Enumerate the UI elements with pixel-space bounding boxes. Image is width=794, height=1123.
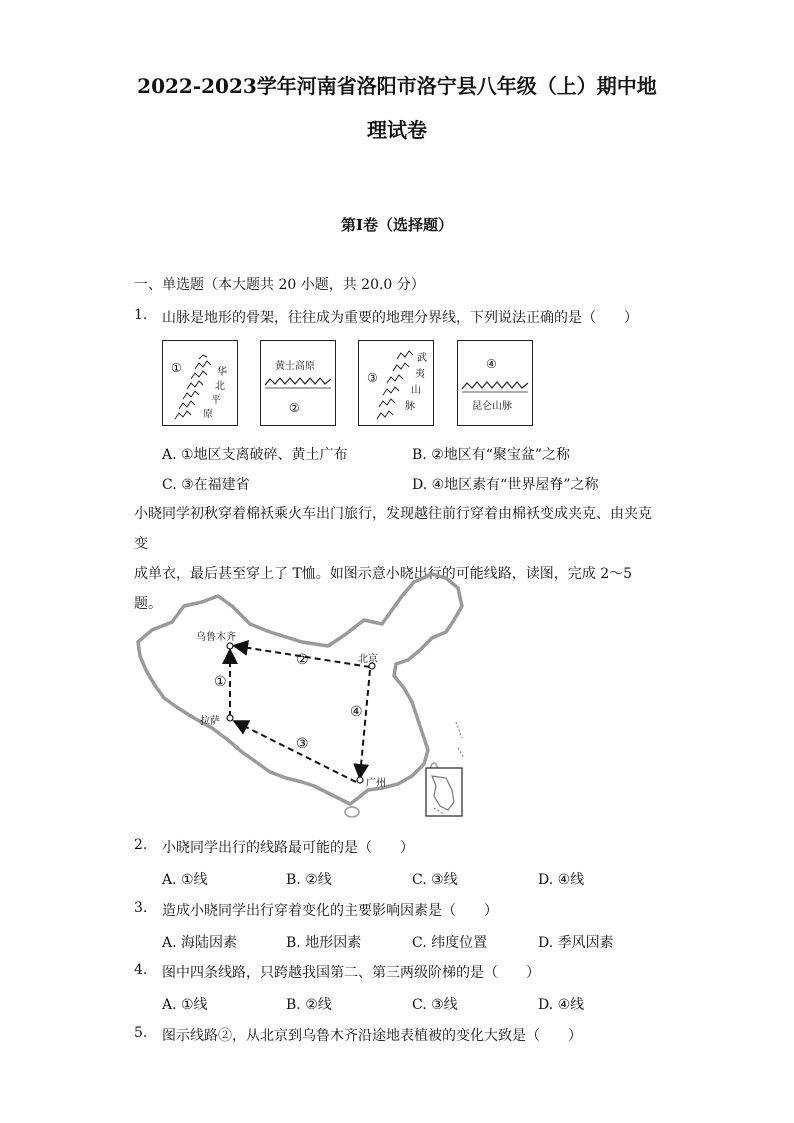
passage-line-1: 小晓同学初秋穿着棉袄乘火车出门旅行，发现越往前行穿着由棉袄变成夹克、由夹克变 <box>134 506 652 552</box>
box4-label: 昆仑山脉 <box>472 401 512 412</box>
q4-option-b[interactable]: B. ②线 <box>286 997 332 1013</box>
exam-title-line1: 2022-2023学年河南省洛阳市洛宁县八年级（上）期中地 <box>137 74 657 98</box>
box3-char-1: 武 <box>417 353 427 364</box>
box2-mark: ② <box>289 401 300 415</box>
box3-mark: ③ <box>367 371 378 385</box>
q2-option-c[interactable]: C. ③线 <box>412 872 458 888</box>
q3-option-c[interactable]: C. 纬度位置 <box>412 935 488 951</box>
question-4-text: 图中四条线路，只跨越我国第二、第三两级阶梯的是（ ） <box>162 965 540 981</box>
box1-char-3: 平 <box>211 395 221 406</box>
mountain-range-icon <box>458 341 532 425</box>
box4-mark: ④ <box>486 357 497 371</box>
q3-option-a[interactable]: A. 海陆因素 <box>162 935 238 951</box>
section-heading: 一、单选题（本大题共 20 小题，共 20.0 分） <box>134 277 425 293</box>
exam-title-line2: 理试卷 <box>367 118 427 142</box>
city-label-guangzhou: 广州 <box>366 778 386 789</box>
city-label-beijing: 北京 <box>358 654 378 665</box>
q1-option-d[interactable]: D. ④地区素有“世界屋脊”之称 <box>412 477 599 493</box>
question-2-number: 2. <box>134 837 148 853</box>
part-heading: 第Ⅰ卷（选择题） <box>340 216 454 234</box>
route-label-1: ① <box>214 674 227 690</box>
mountain-ridge-icon <box>163 341 237 425</box>
q1-option-a[interactable]: A. ①地区支离破碎、黄土广布 <box>162 447 348 463</box>
q4-option-a[interactable]: A. ①线 <box>162 997 208 1013</box>
box3-char-2: 夷 <box>415 369 425 380</box>
q1-option-b[interactable]: B. ②地区有“聚宝盆”之称 <box>412 447 571 463</box>
city-label-lhasa: 拉萨 <box>200 716 220 727</box>
question-3-text: 造成小晓同学出行穿着变化的主要影响因素是（ ） <box>162 903 498 919</box>
box3-char-3: 山 <box>411 385 421 396</box>
box2-label: 黄土高原 <box>275 361 315 372</box>
q2-option-a[interactable]: A. ①线 <box>162 872 208 888</box>
figure-box-3 <box>358 340 434 426</box>
box1-char-2: 北 <box>215 381 225 392</box>
question-5-number: 5. <box>134 1025 148 1041</box>
box1-char-4: 原 <box>203 409 213 420</box>
question-2-text: 小晓同学出行的线路最可能的是（ ） <box>162 840 414 856</box>
question-4-number: 4. <box>134 962 148 978</box>
route-label-3: ③ <box>296 736 309 752</box>
box1-char-1: 华 <box>217 367 227 378</box>
q1-option-c[interactable]: C. ③在福建省 <box>162 477 250 493</box>
china-route-map <box>132 572 472 820</box>
box1-mark: ① <box>171 361 182 375</box>
question-5-text: 图示线路②，从北京到乌鲁木齐沿途地表植被的变化大致是（ ） <box>162 1028 582 1044</box>
q2-option-d[interactable]: D. ④线 <box>538 872 585 888</box>
city-label-urumqi: 乌鲁木齐 <box>196 632 236 643</box>
route-label-4: ④ <box>350 704 363 720</box>
passage-line-2: 成单衣，最后甚至穿上了 T恤。如图示意小晓出行的可能线路，读图，完成 2～5 题。 <box>134 566 633 612</box>
q4-option-d[interactable]: D. ④线 <box>538 997 585 1013</box>
china-outline-map <box>132 572 472 820</box>
question-3-number: 3. <box>134 900 148 916</box>
q3-option-b[interactable]: B. 地形因素 <box>286 935 362 951</box>
box3-char-4: 脉 <box>405 401 415 412</box>
question-1-text: 山脉是地形的骨架，往往成为重要的地理分界线，下列说法正确的是（ ） <box>162 310 638 326</box>
question-1-number: 1. <box>134 307 148 323</box>
q4-option-c[interactable]: C. ③线 <box>412 997 458 1013</box>
figure-box-1 <box>162 340 238 426</box>
route-label-2: ② <box>296 652 309 668</box>
q2-option-b[interactable]: B. ②线 <box>286 872 332 888</box>
q3-option-d[interactable]: D. 季风因素 <box>538 935 614 951</box>
figure-box-4 <box>457 340 533 426</box>
figure-box-2 <box>260 340 336 426</box>
